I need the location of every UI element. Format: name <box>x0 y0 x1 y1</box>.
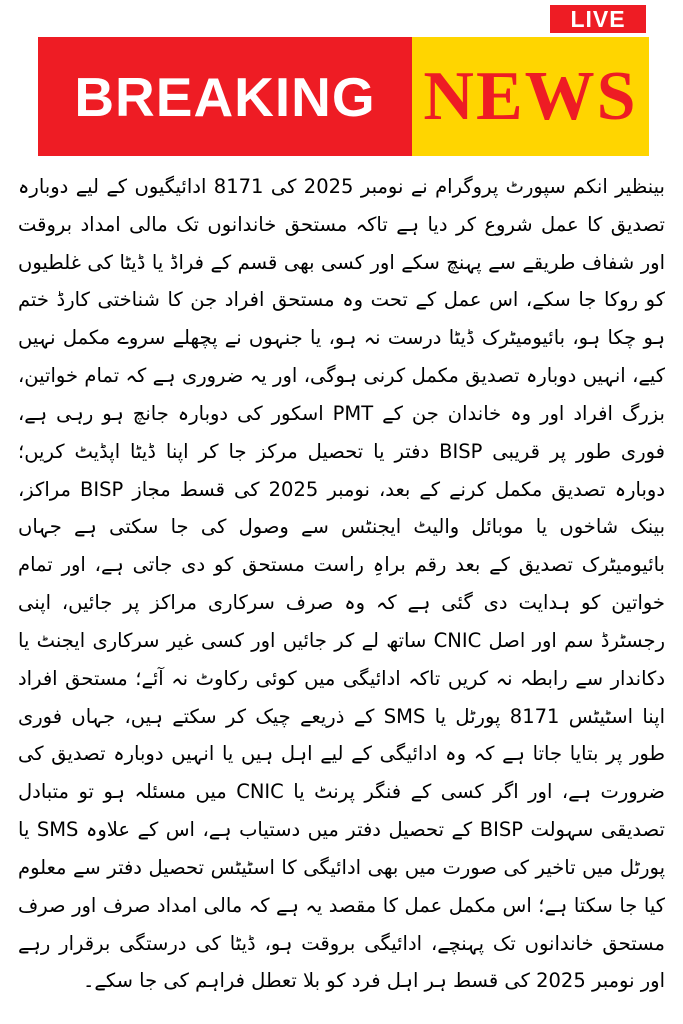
news-label: NEWS <box>423 57 638 135</box>
banner-red-panel <box>38 37 412 156</box>
breaking-news-banner <box>38 37 649 156</box>
banner-yellow-panel <box>412 37 649 156</box>
article-body: بینظیر انکم سپورٹ پروگرام نے نومبر 2025 کی 8171 ادائیگیوں کے لیے دوبارہ تصدیق کا عمل شروع کر دیا ہے تاکہ مستحق خاندانوں تک مالی امداد بروقت اور شفاف طریقے سے پہنچ سکے اور کسی بھی قسم کے فراڈ یا ڈیٹا کی غلطیوں کو روکا جا سکے، اس عمل کے تحت وہ مستحق افراد جن کا شناختی کارڈ ختم ہو چکا ہو، بائیومیٹرک ڈیٹا درست نہ ہو، یا جنہوں نے پچھلے سروے مکمل نہیں کیے، انہیں دوبارہ تصدیق مکمل کرنی ہوگی، اور یہ ضروری ہے کہ تمام خواتین، بزرگ افراد اور وہ خاندان جن کے PMT اسکور کی دوبارہ جانچ ہو رہی ہے، فوری طور پر قریبی BISP دفتر یا تحصیل مرکز جا کر اپنا ڈیٹا اپڈیٹ کریں؛ دوبارہ تصدیق مکمل کرنے کے بعد، نومبر 2025 کی قسط مجاز BISP مراکز، بینک شاخوں یا موبائل والیٹ ایجنٹس سے وصول کی جا سکتی ہے جہاں بائیومیٹرک تصدیق کے بعد رقم براہِ راست مستحق کو دی جاتی ہے، اور تمام خواتین کو ہدایت دی گئی ہے کہ وہ صرف سرکاری مراکز پر جائیں، اپنی رجسٹرڈ سم اور اصل CNIC ساتھ لے کر جائیں اور کسی غیر سرکاری ایجنٹ یا دکاندار سے رابطہ نہ کریں تاکہ ادائیگی میں کوئی رکاوٹ نہ آئے؛ مستحق افراد اپنا اسٹیٹس 8171 پورٹل یا SMS کے ذریعے چیک کر سکتے ہیں، جہاں فوری طور پر بتایا جاتا ہے کہ وہ ادائیگی کے لیے اہل ہیں یا انہیں دوبارہ تصدیق کی ضرورت ہے، اور اگر کسی کے فنگر پرنٹ یا CNIC میں مسئلہ ہو تو متبادل تصدیقی سہولت BISP کے تحصیل دفتر میں دستیاب ہے، اس کے علاوہ SMS یا پورٹل میں تاخیر کی صورت میں بھی ادائیگی کا اسٹیٹس تحصیل دفتر سے معلوم کیا جا سکتا ہے؛ اس مکمل عمل کا مقصد یہ ہے کہ مالی امداد صرف اور صرف مستحق خاندانوں تک پہنچے، ادائیگی بروقت ہو، ڈیٹا کی درستگی برقرار رہے اور نومبر 2025 کی قسط ہر اہل فرد کو بلا تعطل فراہم کی جا سکے۔ <box>18 175 665 993</box>
breaking-label: BREAKING <box>74 65 376 128</box>
live-badge: LIVE <box>548 3 648 35</box>
